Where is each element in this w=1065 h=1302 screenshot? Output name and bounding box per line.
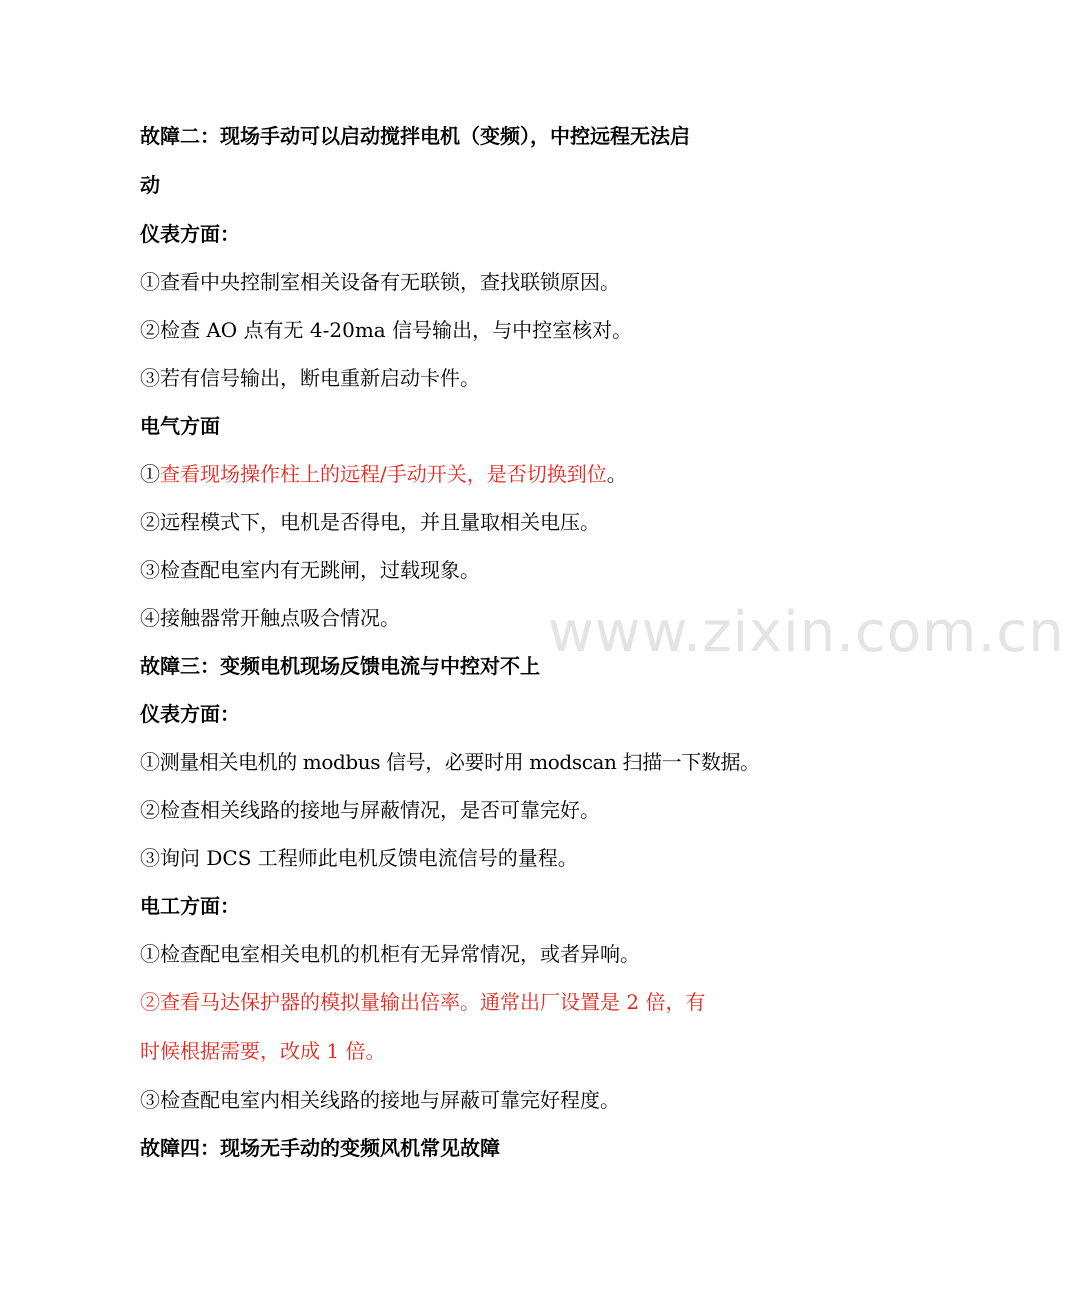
f2-electric-item-2: ②远程模式下，电机是否得电，并且量取相关电压。 [140,510,600,534]
f2-electric-item-1 [140,462,790,486]
f3-instrument-heading: 仪表方面： [140,702,240,726]
fault4-title: 故障四：现场无手动的变频风机常见故障 [140,1136,500,1160]
f2-instrument-item-1: ①查看中央控制室相关设备有无联锁，查找联锁原因。 [140,270,620,294]
f2-instrument-item-3: ③若有信号输出，断电重新启动卡件。 [140,366,480,390]
f3-instrument-item-1: ①测量相关电机的 modbus 信号，必要时用 modscan 扫描一下数据。 [140,750,760,774]
f3-electrician-heading: 电工方面： [140,894,240,918]
sentence-end: 。 [606,462,627,486]
f3-electrician-item-1: ①检查配电室相关电机的机柜有无异常情况，或者异响。 [140,942,640,966]
fault2-title-line2: 动 [140,173,160,197]
f3-electrician-item-2-line1: ②查看马达保护器的模拟量输出倍率。通常出厂设置是 2 倍，有 [140,990,706,1014]
f2-electric-heading: 电气方面 [140,414,220,438]
f3-instrument-item-3: ③询问 DCS 工程师此电机反馈电流信号的量程。 [140,846,578,870]
highlighted-text: 查看现场操作柱上的远程/手动开关，是否切换到位 [160,462,607,486]
watermark: www.zixin.com.cn [548,600,1065,665]
item-number: ① [140,462,160,486]
f3-electrician-item-3: ③检查配电室内相关线路的接地与屏蔽可靠完好程度。 [140,1088,620,1112]
fault2-title-line1: 故障二：现场手动可以启动搅拌电机（变频），中控远程无法启 [140,124,690,148]
f3-instrument-item-2: ②检查相关线路的接地与屏蔽情况，是否可靠完好。 [140,798,600,822]
f3-electrician-item-2-line2: 时候根据需要，改成 1 倍。 [140,1039,386,1063]
f2-instrument-heading: 仪表方面： [140,222,240,246]
f2-electric-item-4: ④接触器常开触点吸合情况。 [140,606,400,630]
fault3-title: 故障三：变频电机现场反馈电流与中控对不上 [140,654,540,678]
f2-instrument-item-2: ②检查 AO 点有无 4-20ma 信号输出，与中控室核对。 [140,318,633,342]
f2-electric-item-3: ③检查配电室内有无跳闸，过载现象。 [140,558,480,582]
